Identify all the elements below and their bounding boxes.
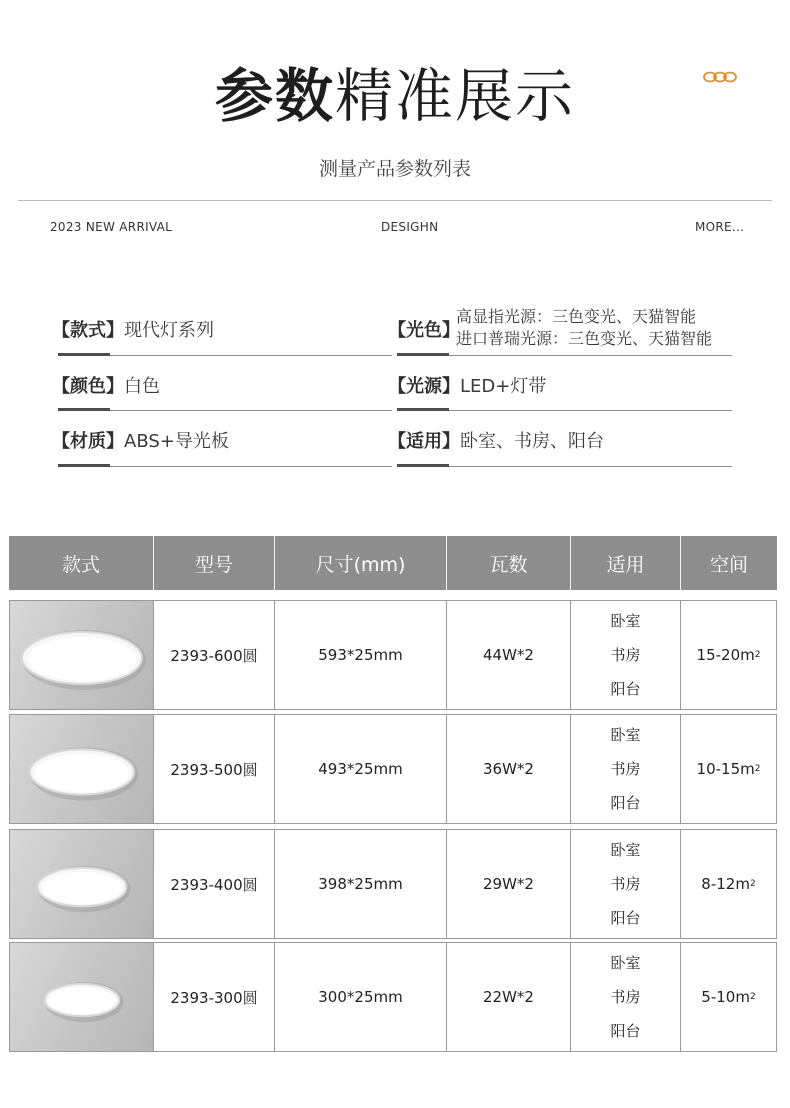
watt-cell: 22W*2	[447, 943, 571, 1051]
param-accent	[397, 464, 449, 467]
col-header-usage: 适用	[571, 536, 681, 590]
model-cell: 2393-500圆	[154, 715, 275, 823]
param-lightcolor-line1: 高显指光源：三色变光、天猫智能	[456, 307, 697, 326]
param-lightcolor-label: 【光色】	[388, 320, 460, 341]
col-header-space: 空间	[709, 553, 748, 576]
room-item: 书房	[610, 875, 641, 893]
size-cell: 398*25mm	[275, 830, 447, 938]
room-item: 书房	[610, 988, 641, 1006]
decorative-rings-icon	[702, 71, 738, 83]
square-unit-sup: 2	[754, 764, 761, 774]
param-color-value: 白色	[124, 376, 160, 397]
space-value: 15-20m	[696, 646, 755, 664]
param-style	[52, 316, 214, 342]
table-row	[9, 829, 777, 939]
space-cell	[681, 943, 776, 1051]
param-source-label: 【光源】	[388, 376, 460, 397]
table-row	[9, 600, 777, 710]
space-cell	[681, 601, 776, 709]
square-unit-sup: 2	[749, 879, 756, 889]
room-item: 阳台	[610, 909, 641, 927]
param-material-label: 【材质】	[52, 431, 124, 452]
room-item: 书房	[610, 646, 641, 664]
param-material	[52, 427, 229, 453]
room-item: 阳台	[610, 794, 641, 812]
size-cell: 593*25mm	[275, 601, 447, 709]
param-usage	[388, 427, 604, 453]
model-cell: 2393-300圆	[154, 943, 275, 1051]
table-row	[9, 714, 777, 824]
watt-cell: 29W*2	[447, 830, 571, 938]
param-usage-value: 卧室、书房、阳台	[460, 431, 604, 452]
model-cell: 2393-400圆	[154, 830, 275, 938]
watt-cell: 44W*2	[447, 601, 571, 709]
room-item: 阳台	[610, 680, 641, 698]
col-header-watt: 瓦数	[447, 536, 571, 590]
param-style-value: 现代灯系列	[124, 320, 214, 341]
param-material-value: ABS+导光板	[124, 431, 229, 452]
room-item: 阳台	[610, 1022, 641, 1040]
model-cell: 2393-600圆	[154, 601, 275, 709]
ceiling-lamp-icon	[12, 602, 152, 708]
tag-new-arrival: 2023 NEW ARRIVAL	[50, 220, 173, 234]
space-value: 5-10m	[701, 988, 750, 1006]
param-accent	[397, 353, 449, 356]
header-divider	[18, 200, 772, 201]
room-item: 卧室	[610, 726, 641, 744]
rooms-cell	[571, 943, 681, 1051]
space-value: 8-12m	[701, 875, 750, 893]
tag-design: DESIGHN	[381, 220, 439, 234]
more-link[interactable]: MORE...	[695, 220, 745, 234]
param-accent	[397, 408, 449, 411]
square-unit-sup: 2	[749, 992, 756, 1002]
page-title-light: 精准展示	[335, 62, 576, 130]
page-title-bold: 参数	[214, 62, 335, 130]
param-lightcolor-line2: 进口普瑞光源：三色变光、天猫智能	[456, 329, 713, 348]
size-cell: 493*25mm	[275, 715, 447, 823]
param-accent	[58, 353, 110, 356]
room-item: 书房	[610, 760, 641, 778]
param-source	[388, 372, 546, 398]
watt-cell: 36W*2	[447, 715, 571, 823]
size-cell: 300*25mm	[275, 943, 447, 1051]
col-header-model: 型号	[154, 536, 275, 590]
space-cell	[681, 830, 776, 938]
room-item: 卧室	[610, 841, 641, 859]
square-unit-sup: 2	[754, 650, 761, 660]
param-usage-label: 【适用】	[388, 431, 460, 452]
rooms-cell	[571, 601, 681, 709]
table-header	[9, 536, 777, 590]
lamp-image	[10, 943, 154, 1051]
ceiling-lamp-icon	[12, 716, 152, 822]
lamp-image	[10, 715, 154, 823]
param-accent	[58, 408, 110, 411]
rooms-cell	[571, 830, 681, 938]
param-accent	[58, 464, 110, 467]
param-lightcolor-value	[456, 306, 712, 350]
lamp-image	[10, 830, 154, 938]
space-value: 10-15m	[696, 760, 755, 778]
ceiling-lamp-icon	[12, 944, 152, 1050]
param-source-value: LED+灯带	[460, 376, 547, 397]
room-item: 卧室	[610, 612, 641, 630]
param-color	[52, 372, 160, 398]
page-subtitle: 测量产品参数列表	[318, 158, 471, 180]
col-header-size: 尺寸(mm)	[275, 536, 447, 590]
param-color-label: 【颜色】	[52, 376, 124, 397]
ceiling-lamp-icon	[12, 831, 152, 937]
rooms-cell	[571, 715, 681, 823]
col-header-style: 款式	[9, 536, 154, 590]
table-row	[9, 942, 777, 1052]
lamp-image	[10, 601, 154, 709]
page-title	[0, 58, 790, 134]
room-item: 卧室	[610, 954, 641, 972]
space-cell	[681, 715, 776, 823]
param-lightcolor-label-wrap	[388, 316, 460, 342]
param-style-label: 【款式】	[52, 320, 124, 341]
